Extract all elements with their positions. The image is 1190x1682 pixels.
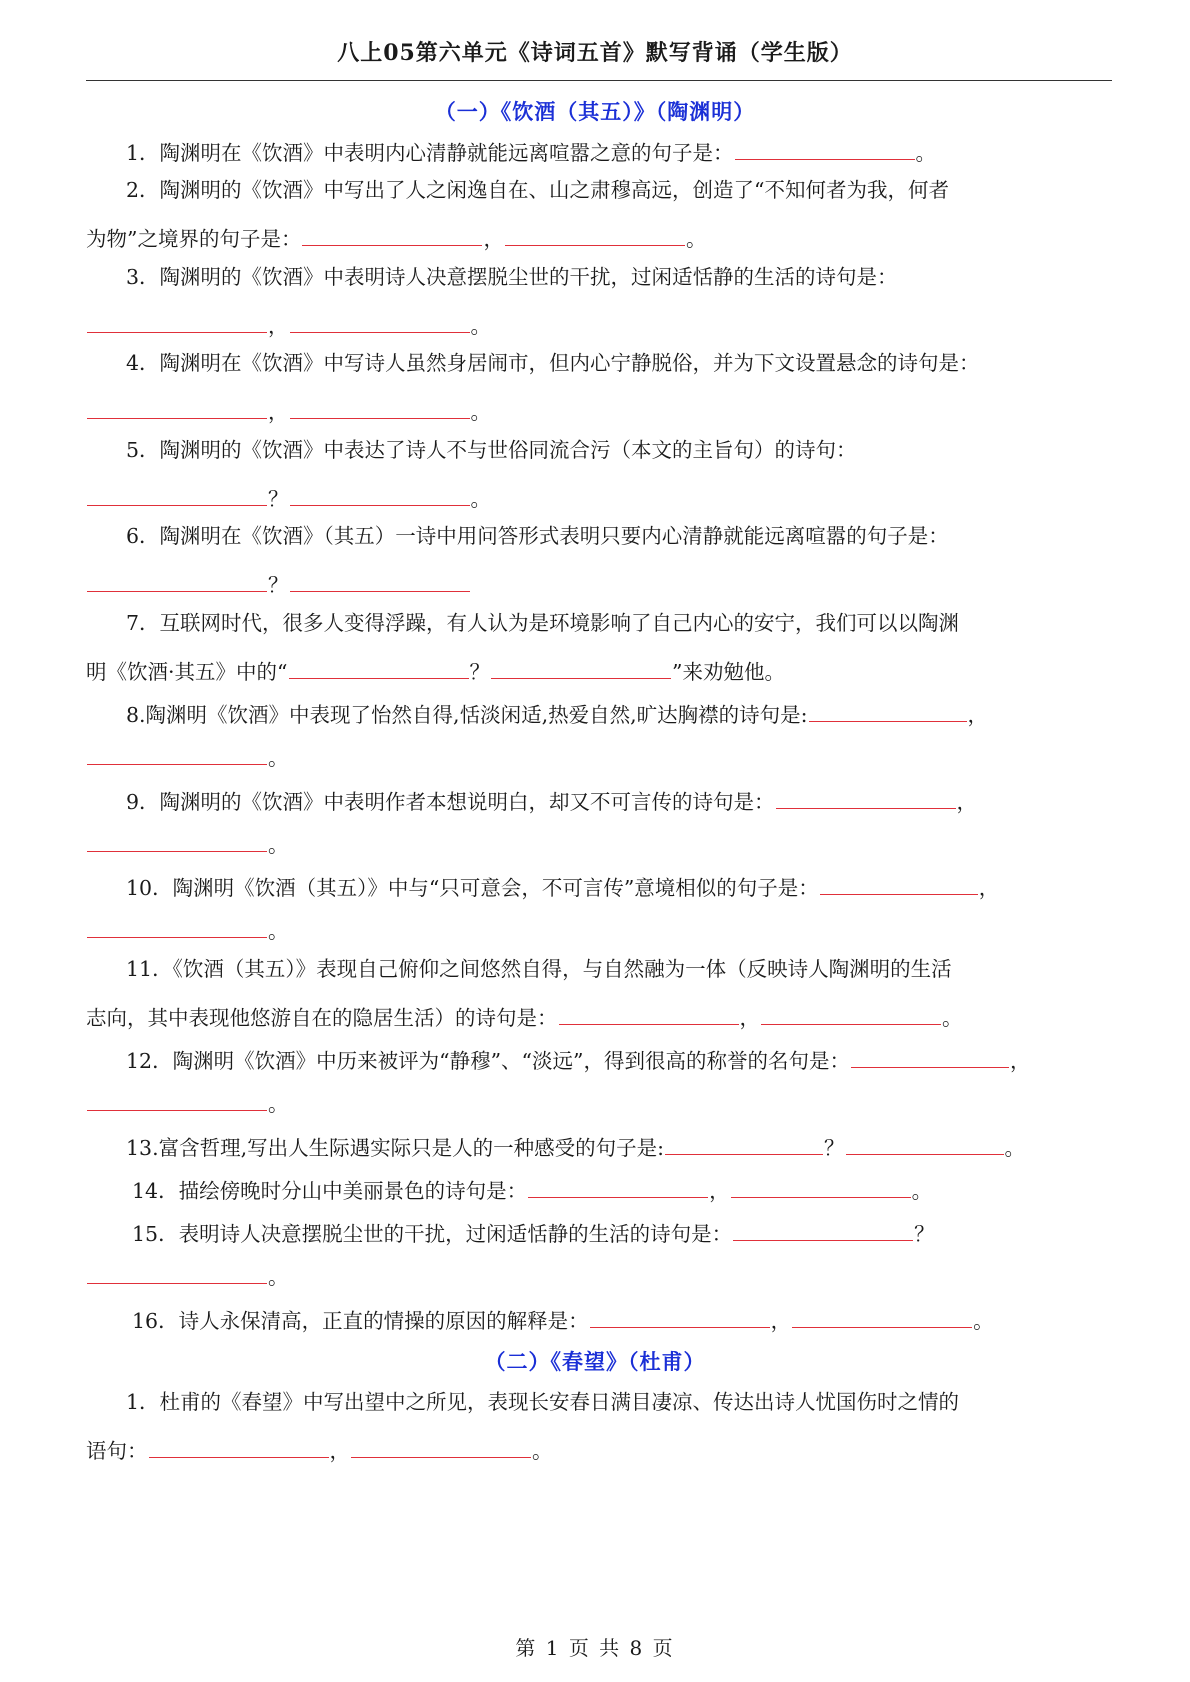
question-1-4: 4．陶渊明在《饮酒》中写诗人虽然身居闹市，但内心宁静脱俗，并为下文设置悬念的诗句是： <box>126 351 980 375</box>
answer-blank[interactable] <box>87 396 267 419</box>
question-1-9-answers: 。 <box>86 829 1116 856</box>
answer-blank[interactable] <box>149 1435 329 1458</box>
question-1-6: 6．陶渊明在《饮酒》（其五）一诗中用问答形式表明只要内心清静就能远离喧嚣的句子是： <box>126 524 949 548</box>
answer-blank[interactable] <box>290 310 470 333</box>
page-footer: 第 1 页 共 8 页 <box>515 1636 675 1660</box>
document-title: 八上05第六单元《诗词五首》默写背诵（学生版） <box>337 40 853 66</box>
question-1-15-answers: 。 <box>86 1261 1116 1288</box>
question-1-1: 1．陶渊明在《饮酒》中表明内心清静就能远离喧嚣之意的句子是： 。 <box>86 137 1156 164</box>
question-1-5-answers: ？ 。 <box>86 483 1116 510</box>
question-1-7-cont: 明《饮酒·其五》中的“ ？ ”来劝勉他。 <box>86 656 1116 683</box>
answer-blank[interactable] <box>290 483 470 506</box>
question-1-11-cont: 志向，其中表现他悠游自在的隐居生活）的诗句是： ， 。 <box>86 1002 1116 1029</box>
answer-blank[interactable] <box>87 829 267 852</box>
question-1-2-cont: 为物”之境界的句子是： ， 。 <box>86 223 1116 250</box>
question-1-5: 5．陶渊明的《饮酒》中表达了诗人不与世俗同流合污（本文的主旨句）的诗句： <box>126 438 857 462</box>
question-1-8: 8.陶渊明《饮酒》中表现了怡然自得,恬淡闲适,热爱自然,旷达胸襟的诗句是: ， <box>86 699 1156 726</box>
question-1-2: 2．陶渊明的《饮酒》中写出了人之闲逸自在、山之肃穆高远，创造了“不知何者为我，何者 <box>126 178 950 202</box>
question-1-16: 16．诗人永保清高，正直的情操的原因的解释是： ， 。 <box>86 1305 1162 1332</box>
answer-blank[interactable] <box>665 1132 823 1155</box>
answer-blank[interactable] <box>559 1002 739 1025</box>
answer-blank[interactable] <box>809 699 967 722</box>
question-1-12: 12．陶渊明《饮酒》中历来被评为“静穆”、“淡远”，得到很高的称誉的名句是： ， <box>86 1045 1156 1072</box>
answer-blank[interactable] <box>590 1305 770 1328</box>
question-2-1: 1．杜甫的《春望》中写出望中之所见，表现长安春日满目凄凉、传达出诗人忧国伤时之情的 <box>126 1390 960 1414</box>
answer-blank[interactable] <box>761 1002 941 1025</box>
answer-blank[interactable] <box>776 786 956 809</box>
answer-blank[interactable] <box>87 569 267 592</box>
question-1-14: 14．描绘傍晚时分山中美丽景色的诗句是： ， 。 <box>86 1175 1162 1202</box>
section-heading-1: （一）《饮酒（其五）》（陶渊明） <box>434 99 756 124</box>
answer-blank[interactable] <box>351 1435 531 1458</box>
question-1-15: 15．表明诗人决意摆脱尘世的干扰，过闲适恬静的生活的诗句是： ？ <box>86 1218 1162 1245</box>
answer-blank[interactable] <box>846 1132 1004 1155</box>
question-1-12-answers: 。 <box>86 1088 1116 1115</box>
header-rule <box>86 80 1112 81</box>
answer-blank[interactable] <box>302 223 482 246</box>
question-1-7: 7．互联网时代，很多人变得浮躁，有人认为是环境影响了自己内心的安宁，我们可以以陶渊 <box>126 611 960 635</box>
section-heading-2: （二）《春望》（杜甫） <box>484 1349 706 1374</box>
question-1-8-answers: 。 <box>86 742 1116 769</box>
question-1-13: 13.富含哲理,写出人生际遇实际只是人的一种感受的句子是: ？ 。 <box>86 1132 1156 1159</box>
question-1-10: 10．陶渊明《饮酒（其五）》中与“只可意会，不可言传”意境相似的句子是： ， <box>86 872 1156 899</box>
answer-blank[interactable] <box>851 1045 1009 1068</box>
answer-blank[interactable] <box>792 1305 972 1328</box>
answer-blank[interactable] <box>505 223 685 246</box>
answer-blank[interactable] <box>733 1218 913 1241</box>
answer-blank[interactable] <box>87 483 267 506</box>
answer-blank[interactable] <box>820 872 978 895</box>
answer-blank[interactable] <box>87 742 267 765</box>
answer-blank[interactable] <box>528 1175 708 1198</box>
question-1-3-answers: ， 。 <box>86 310 1116 337</box>
question-1-3: 3．陶渊明的《饮酒》中表明诗人决意摆脱尘世的干扰，过闲适恬静的生活的诗句是： <box>126 265 898 289</box>
answer-blank[interactable] <box>735 137 915 160</box>
question-1-9: 9．陶渊明的《饮酒》中表明作者本想说明白，却又不可言传的诗句是： ， <box>86 786 1156 813</box>
question-1-4-answers: ， 。 <box>86 396 1116 423</box>
answer-blank[interactable] <box>731 1175 911 1198</box>
answer-blank[interactable] <box>87 1261 267 1284</box>
question-1-10-answers: 。 <box>86 915 1116 942</box>
question-1-6-answers: ？ <box>86 569 1116 596</box>
question-2-1-cont: 语句： ， 。 <box>86 1435 1116 1462</box>
answer-blank[interactable] <box>290 396 470 419</box>
question-1-11: 11．《饮酒（其五）》表现自己俯仰之间悠然自得，与自然融为一体（反映诗人陶渊明的生活 <box>126 957 952 981</box>
answer-blank[interactable] <box>491 656 671 679</box>
answer-blank[interactable] <box>87 310 267 333</box>
answer-blank[interactable] <box>87 1088 267 1111</box>
answer-blank[interactable] <box>290 569 470 592</box>
answer-blank[interactable] <box>289 656 469 679</box>
answer-blank[interactable] <box>87 915 267 938</box>
